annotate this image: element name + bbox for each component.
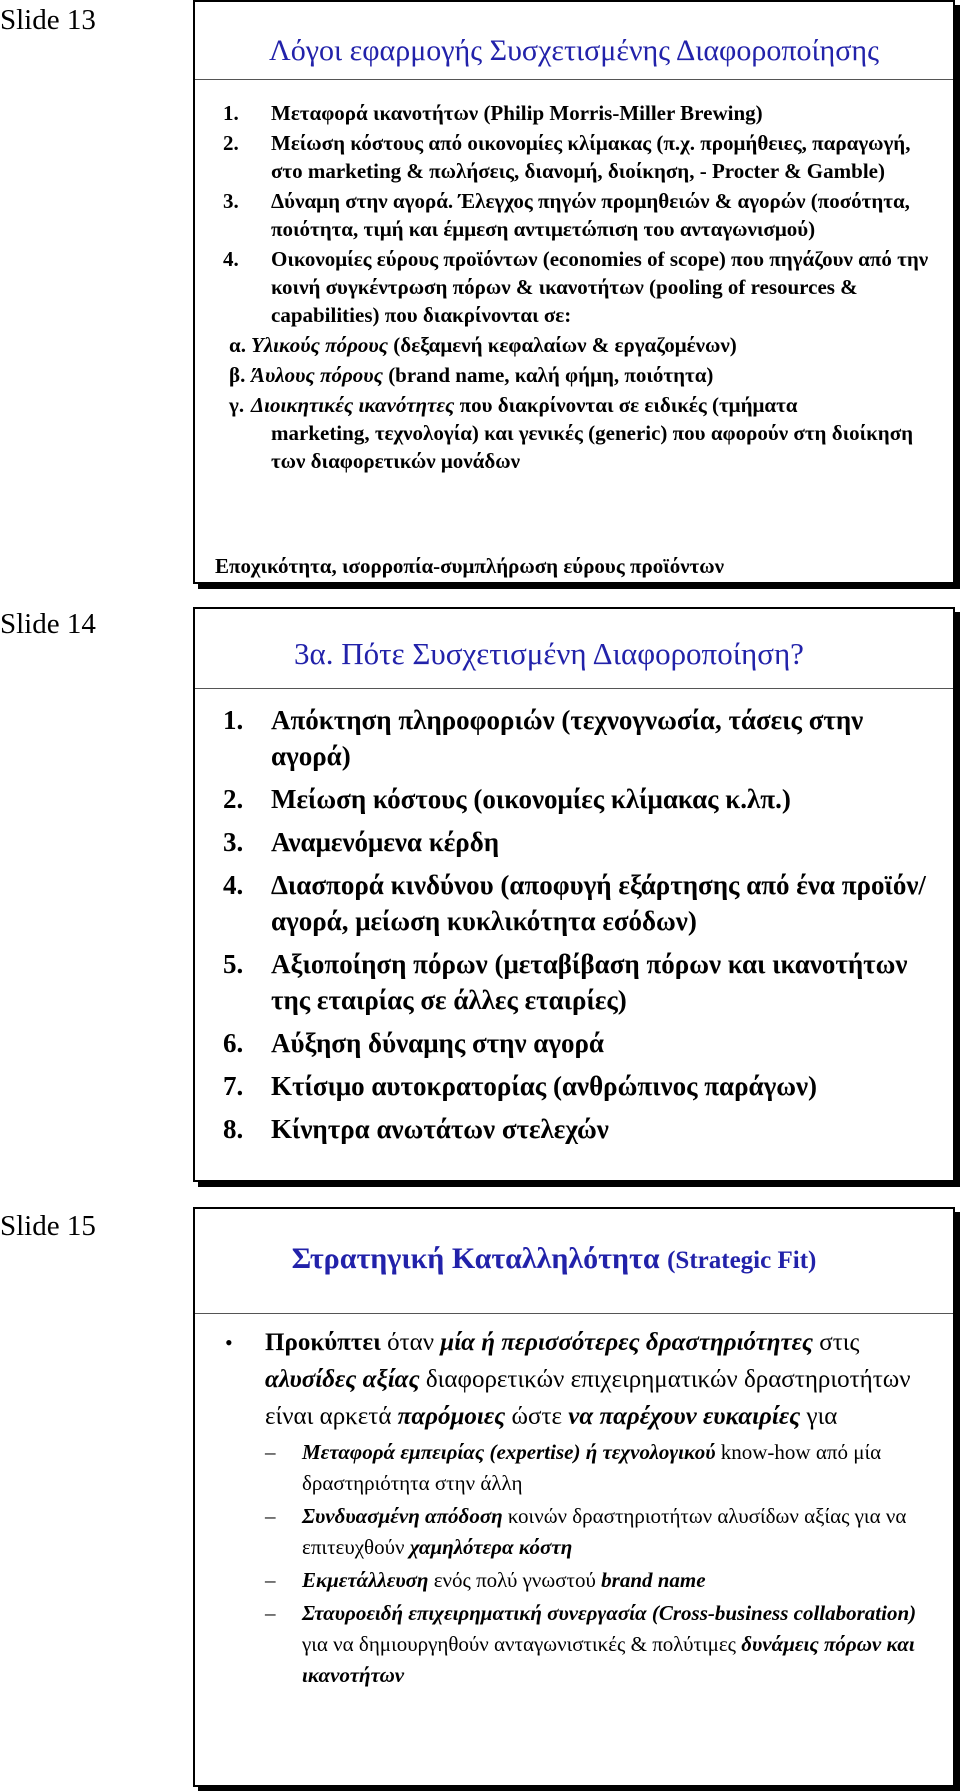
list-item: 4. Οικονομίες εύρους προϊόντων (economies of scope) που πηγάζουν από την κοινή συγκέντρωση πόρων & ικανοτήτων (pooling of resources & capabilities) που διακρίνονται σε: <box>223 247 929 327</box>
slide-14-title: 3α. Πότε Συσχετισμένη Διαφοροποίηση? <box>195 609 953 689</box>
dash-item: – Μεταφορά εμπειρίας (expertise) ή τεχνολογικού know-how από μία δραστηριότητα στην άλλη <box>265 1440 882 1495</box>
list-item: 3. Δύναμη στην αγορά. Έλεγχος πηγών προμηθειών & αγορών (ποσότητα, ποιότητα, τιμή και έμμεση αντιμετώπιση του ανταγωνισμού) <box>223 189 910 241</box>
slide-13-label: Slide 13 <box>0 4 96 36</box>
sub-item-b: β. Άυλους πόρους (brand name, καλή φήμη, ποιότητα) <box>229 363 714 387</box>
list-item: 2. Μείωση κόστους από οικονομίες κλίμακας (π.χ. προμήθειες, παραγωγή, στο marketing & πωλήσεις, διανομή, διοίκηση, - Procter & Gamble) <box>223 131 911 183</box>
slide-14 <box>193 607 955 1182</box>
bullet-icon: • <box>225 1330 233 1355</box>
list-item: 5. Αξιοποίηση πόρων (μεταβίβαση πόρων και ικανοτήτων της εταιρίας σε άλλες εταιρίες) <box>223 949 908 1015</box>
slide-13-footer: Εποχικότητα, ισορροπία-συμπλήρωση εύρους προϊόντων <box>215 554 724 578</box>
list-item: 2. Μείωση κόστους (οικονομίες κλίμακας κ.λπ.) <box>223 784 791 814</box>
dash-item: – Συνδυασμένη απόδοση κοινών δραστηριοτήτων αλυσίδων αξίας για να επιτευχθούν χαμηλότερα κόστη <box>265 1504 907 1559</box>
sub-item-a: α. Υλικούς πόρους (δεξαμενή κεφαλαίων & εργαζομένων) <box>229 333 737 357</box>
slide-15-label: Slide 15 <box>0 1210 96 1242</box>
list-item: 1. Μεταφορά ικανοτήτων (Philip Morris-Miller Brewing) <box>223 101 763 125</box>
bullet-item: • Προκύπτει όταν μία ή περισσότερες δραστηριότητες στις αλυσίδες αξίας διαφορετικών επιχειρηματικών δραστηριοτήτων είναι αρκετά παρόμοιες ώστε να παρέχουν ευκαιρίες για <box>225 1324 939 1435</box>
slide-13-list <box>223 99 943 477</box>
slide-13-title: Λόγοι εφαρμογής Συσχετισμένης Διαφοροποίησης <box>195 2 953 80</box>
dash-item: – Εκμετάλλευση ενός πολύ γνωστού brand name <box>265 1568 706 1592</box>
slide-14-list <box>223 702 943 1154</box>
slide-13 <box>193 0 955 584</box>
list-item: 8. Κίνητρα ανωτάτων στελεχών <box>223 1114 609 1144</box>
slide-15-body <box>225 1324 939 1691</box>
dash-item: – Σταυροειδή επιχειρηματική συνεργασία (Cross-business collaboration) για να δημιουργηθούν ανταγωνιστικές & πολύτιμες δυνάμεις πόρων και ικανοτήτων <box>265 1601 917 1687</box>
sub-item-c: γ. Διοικητικές ικανότητες που διακρίνονται σε ειδικές (τμήματα marketing, τεχνολογία) και γενικές (generic) που αφορούν στη διοίκηση των διαφορετικών μονάδων <box>229 393 914 473</box>
list-item: 3. Αναμενόμενα κέρδη <box>223 827 500 857</box>
slide-15 <box>193 1207 955 1787</box>
slide-14-label: Slide 14 <box>0 608 96 640</box>
slide-15-title: Στρατηγική Καταλληλότητα (Strategic Fit) <box>195 1209 953 1314</box>
list-item: 6. Αύξηση δύναμης στην αγορά <box>223 1028 604 1058</box>
list-item: 4. Διασπορά κινδύνου (αποφυγή εξάρτησης από ένα προϊόν/αγορά, μείωση κυκλικότητα εσόδων) <box>223 870 926 936</box>
list-item: 7. Κτίσιμο αυτοκρατορίας (ανθρώπινος παράγων) <box>223 1071 818 1101</box>
list-item: 1. Απόκτηση πληροφοριών (τεχνογνωσία, τάσεις στην αγορά) <box>223 705 864 771</box>
